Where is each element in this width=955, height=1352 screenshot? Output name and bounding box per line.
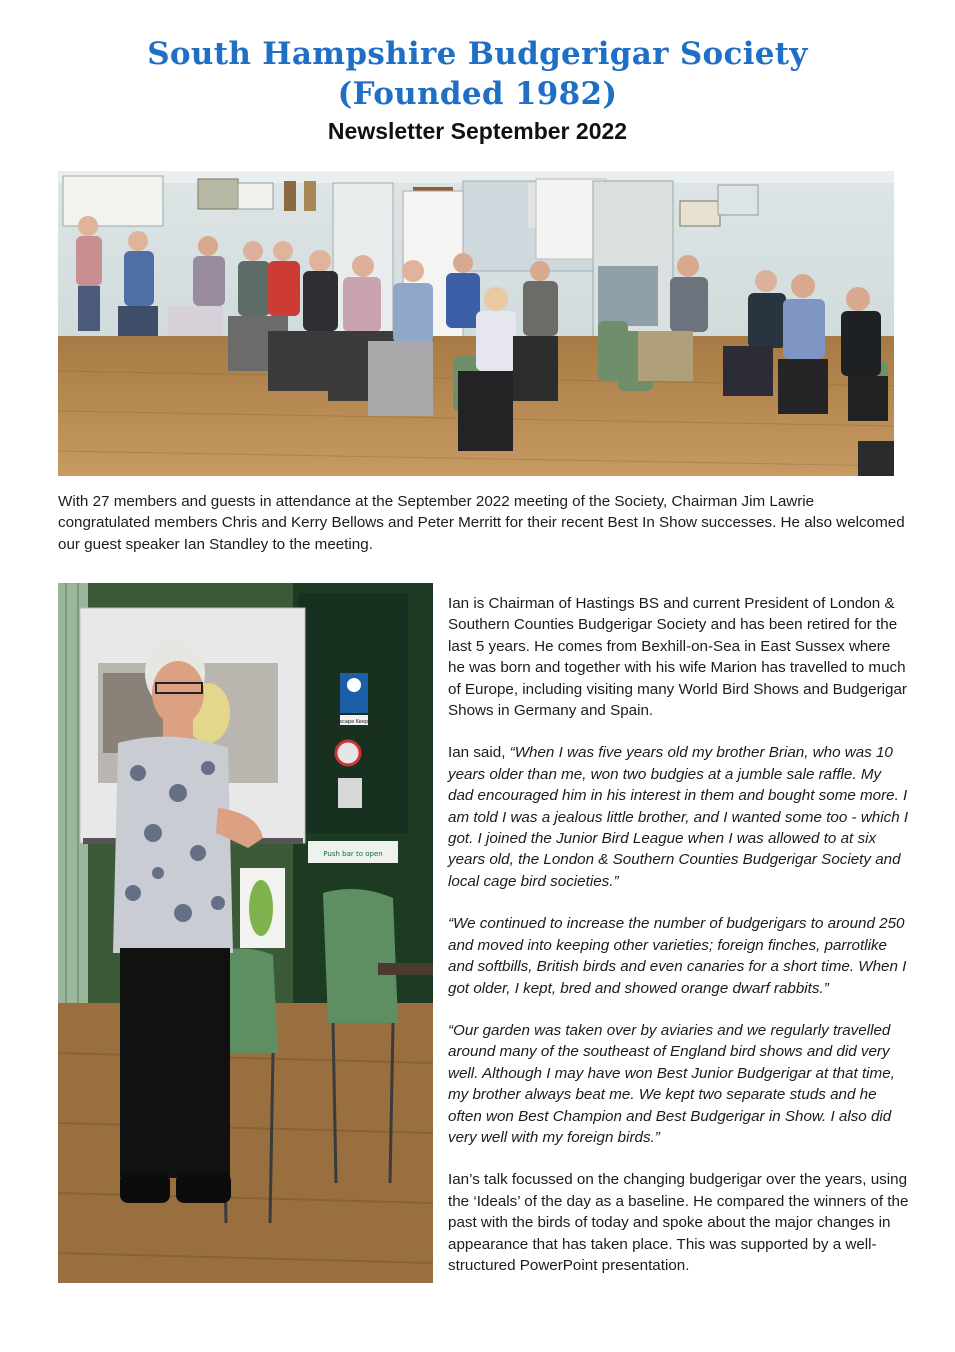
founded-subtitle: (Founded 1982) (337, 76, 618, 112)
paragraph-quote-aviaries: “Our garden was taken over by aviaries and we regularly travelled around many of the southeast of England bird shows and did very well. Although I may have won Best Junior Budgerigar at that time, my brother always beat me. We kept two separate studs and he often won Best Champion and Best Budgerigar in Show. I also did very well with my foreign birds.” (448, 1021, 895, 1146)
audience-photo (58, 171, 894, 476)
society-title: South Hampshire Budgerigar Society (147, 36, 808, 72)
intro-paragraph: With 27 members and guests in attendance at the September 2022 meeting of the Society, Chairman Jim Lawrie congratulated members Chris and Kerry Bellows and Peter Merritt for their recent Best In Show successes. He also welcomed our guest speaker Ian Standley to the meeting. (58, 493, 905, 553)
speaker-photo (58, 583, 433, 1283)
paragraph-quote-varieties: “We continued to increase the number of budgerigars to around 250 and moved into keeping other varieties; foreign finches, parrotlike and softbills, British birds and even canaries for a short time. When I got older, I kept, bred and showed orange dwarf rabbits.” (448, 915, 907, 997)
fire-escape-sign: Fire escape Keep clear (325, 719, 383, 725)
newsletter-heading: Newsletter September 2022 (327, 118, 628, 144)
quote-text: “When I was five years old my brother Brian, who was 10 years older than me, won two budgies at a jumble sale raffle. My dad encouraged him in his interest in them and bought some more. I am told I was a jealous little brother, and I wanted some too - which I got. I joined the Junior Bird League when I was allowed to at six years old, the London & Southern Counties Budgerigar Society and local cage bird societies.” (448, 744, 909, 890)
paragraph-biography: Ian is Chairman of Hastings BS and current President of London & Southern Counties Budgerigar Society and has been retired for the last 5 years. He comes from Bexhill-on-Sea in East Sussex where he was born and together with his wife Marion has travelled to much of Europe, including visiting many World Bird Shows and Budgerigar Shows in Germany and Spain. (448, 595, 907, 720)
push-bar-sign: Push bar to open (323, 850, 383, 858)
article-column (448, 593, 910, 1297)
paragraph-quote-intro (448, 742, 910, 892)
paragraph-talk-summary: Ian’s talk focussed on the changing budgerigar over the years, using the ‘Ideals’ of the day as a baseline. He compared the winners of the past with the birds of today and spoke about the major changes in appearance that has taken place. This was supported by a well-structured PowerPoint presentation. (448, 1171, 909, 1274)
quote-lead: Ian said, (448, 744, 510, 762)
